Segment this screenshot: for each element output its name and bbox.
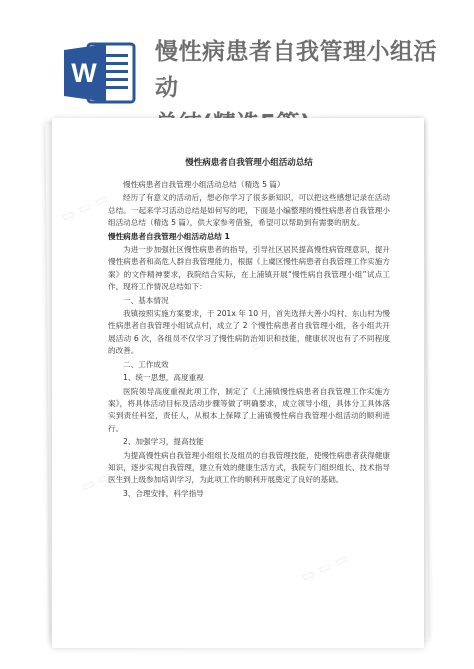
heading-point-3: 3、合理安排，科学指导 bbox=[123, 488, 204, 498]
paragraph-2: 我镇按照实施方案要求，于 201x 年 10 月，首先选择大善小坞村、东山村为慢性病患者自我管理小组试点村，成立了 2 个慢性病患者自我管理小组，各小组共开展活动 6 次，各组员不仅学习了慢性病防治知识和技能，健康状况也有了不同程度的改善。 bbox=[108, 309, 390, 356]
heading-work-results: 二、工作成效 bbox=[123, 359, 169, 369]
document-title: 慢性病患者自我管理小组活动总结 bbox=[185, 158, 313, 168]
page-title-line-1: 慢性病患者自我管理小组活动 bbox=[155, 39, 437, 101]
word-document-icon bbox=[62, 40, 138, 106]
paragraph-4: 为提高慢性病自我管理小组组长及组员的自我管理技能，使慢性病患者获得健康知识，逐步实现自我管理，建立有效的健康生活方式，我院专门组织组长、技术指导医生到上级参加培训学习，为此项工作的顺利开展奠定了良好的基础。 bbox=[108, 450, 390, 485]
document-page bbox=[52, 118, 424, 648]
heading-point-1: 1、统一思想，高度重视 bbox=[123, 373, 204, 383]
intro-paragraph: 经历了有意义的活动后，想必你学习了很多新知识，可以把这些感想记录在活动总结。一起来学习活动总结是如何写的吧，下面是小编整理的慢性病患者自我管理小组活动总结（精选 5 篇），供大家参考借鉴，希望可以帮助到有需要的朋友。 bbox=[108, 193, 390, 228]
heading-point-2: 2、加强学习，提高技能 bbox=[123, 437, 204, 447]
section-heading: 慢性病患者自我管理小组活动总结 1 bbox=[108, 231, 230, 241]
bottom-fade bbox=[0, 633, 474, 669]
document-subtitle: 慢性病患者自我管理小组活动总结（精选 5 篇） bbox=[123, 180, 285, 189]
word-icon-letter: W bbox=[71, 58, 97, 88]
paragraph-1: 为进一步加强社区慢性病患者的指导，引导社区居民提高慢性病管理意识，提升慢性病患者和高危人群自我管理能力，根据《上虞区慢性病患者自我管理工作实施方案》的文件精神要求，我院结合实际，在上浦镇开展“慢性病自我管理小组”试点工作，现将工作情况总结如下： bbox=[108, 245, 390, 292]
paragraph-3: 医院领导高度重视此项工作，制定了《上浦镇慢性病患者自我管理工作实施方案》，将具体活动目标及活动步骤等做了明确要求，成立领导小组，具体分工具体落实到责任科室，责任人，从根本上保障了上浦镇慢性病自我管理小组活动的顺利进行。 bbox=[108, 386, 390, 433]
heading-basic-situation: 一、基本情况 bbox=[123, 295, 169, 305]
page-header bbox=[0, 0, 474, 118]
